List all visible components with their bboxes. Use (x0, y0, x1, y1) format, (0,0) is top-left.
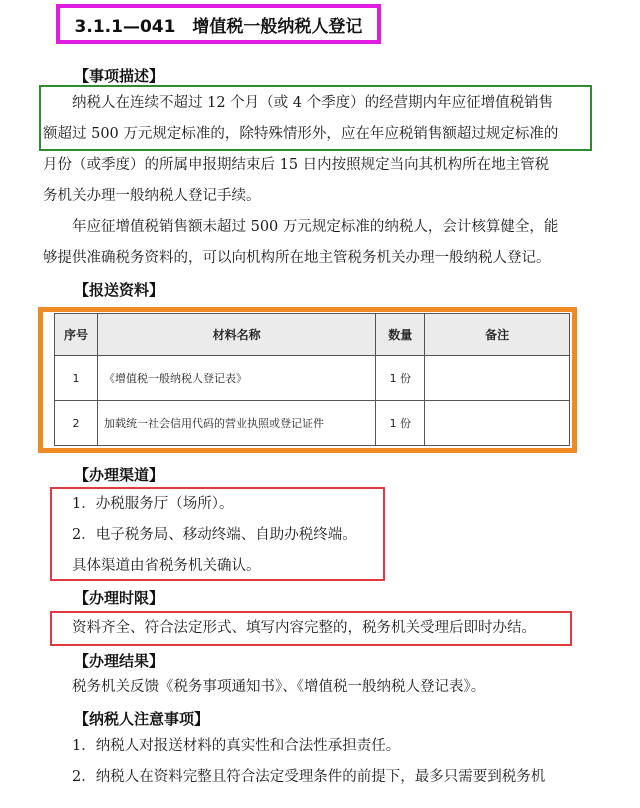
section-heading-notes: 【纳税人注意事项】 (74, 710, 210, 728)
channels-list (72, 489, 382, 582)
text-line: 年应征增值税销售额未超过 500 万元规定标准的纳税人，会计核算健全，能 (72, 219, 559, 235)
list-item: 2．纳税人在资料完整且符合法定受理条件的前提下，最多只需要到税务机 (72, 769, 546, 785)
description-paragraph-2-cont (43, 243, 603, 274)
materials-table (54, 313, 570, 446)
cell-note (425, 356, 570, 401)
list-item: 1．纳税人对报送材料的真实性和合法性承担责任。 (72, 738, 401, 754)
cell-name: 《增值税一般纳税人登记表》 (97, 356, 375, 401)
section-heading-materials: 【报送资料】 (74, 281, 165, 299)
text-line: 额超过 500 万元规定标准的，除特殊情形外，应在年应税销售额超过规定标准的 (43, 126, 559, 142)
cell-note (425, 401, 570, 446)
table-row (55, 401, 570, 446)
cell-quantity: 1 份 (376, 356, 425, 401)
text-line: 纳税人在连续不超过 12 个月（或 4 个季度）的经营期内年应征增值税销售 (72, 95, 554, 111)
description-paragraph-1 (72, 88, 592, 119)
cell-number: 2 (55, 401, 98, 446)
cell-quantity: 1 份 (376, 401, 425, 446)
section-heading-time-limit: 【办理时限】 (74, 589, 165, 607)
list-item: 1．办税服务厅（场所）。 (72, 496, 234, 512)
column-header-name: 材料名称 (97, 314, 375, 356)
section-heading-channels: 【办理渠道】 (74, 466, 165, 484)
section-heading-result: 【办理结果】 (74, 652, 165, 670)
table-row (55, 356, 570, 401)
column-header-quantity: 数量 (376, 314, 425, 356)
cell-number: 1 (55, 356, 98, 401)
document-title: 3.1.1—041 增值税一般纳税人登记 (56, 4, 381, 44)
list-item: 具体渠道由省税务机关确认。 (72, 558, 261, 574)
text-line: 月份（或季度）的所属申报期结束后 15 日内按照规定当向其机构所在地主管税 (43, 157, 550, 173)
time-limit-text: 资料齐全、符合法定形式、填写内容完整的，税务机关受理后即时办结。 (72, 620, 536, 636)
section-heading-description: 【事项描述】 (74, 67, 165, 85)
description-paragraph-1-cont (43, 119, 603, 212)
description-paragraph-2 (72, 212, 592, 243)
column-header-note: 备注 (425, 314, 570, 356)
text-line: 务机关办理一般纳税人登记手续。 (43, 188, 261, 204)
cell-name: 加载统一社会信用代码的营业执照或登记证件 (97, 401, 375, 446)
list-item: 2．电子税务局、移动终端、自助办税终端。 (72, 527, 357, 543)
result-text: 税务机关反馈《税务事项通知书》、《增值税一般纳税人登记表》。 (72, 679, 486, 695)
table-header-row (55, 314, 570, 356)
column-header-number: 序号 (55, 314, 98, 356)
notes-list (72, 731, 632, 793)
text-line: 够提供准确税务资料的，可以向机构所在地主管税务机关办理一般纳税人登记。 (43, 250, 551, 266)
